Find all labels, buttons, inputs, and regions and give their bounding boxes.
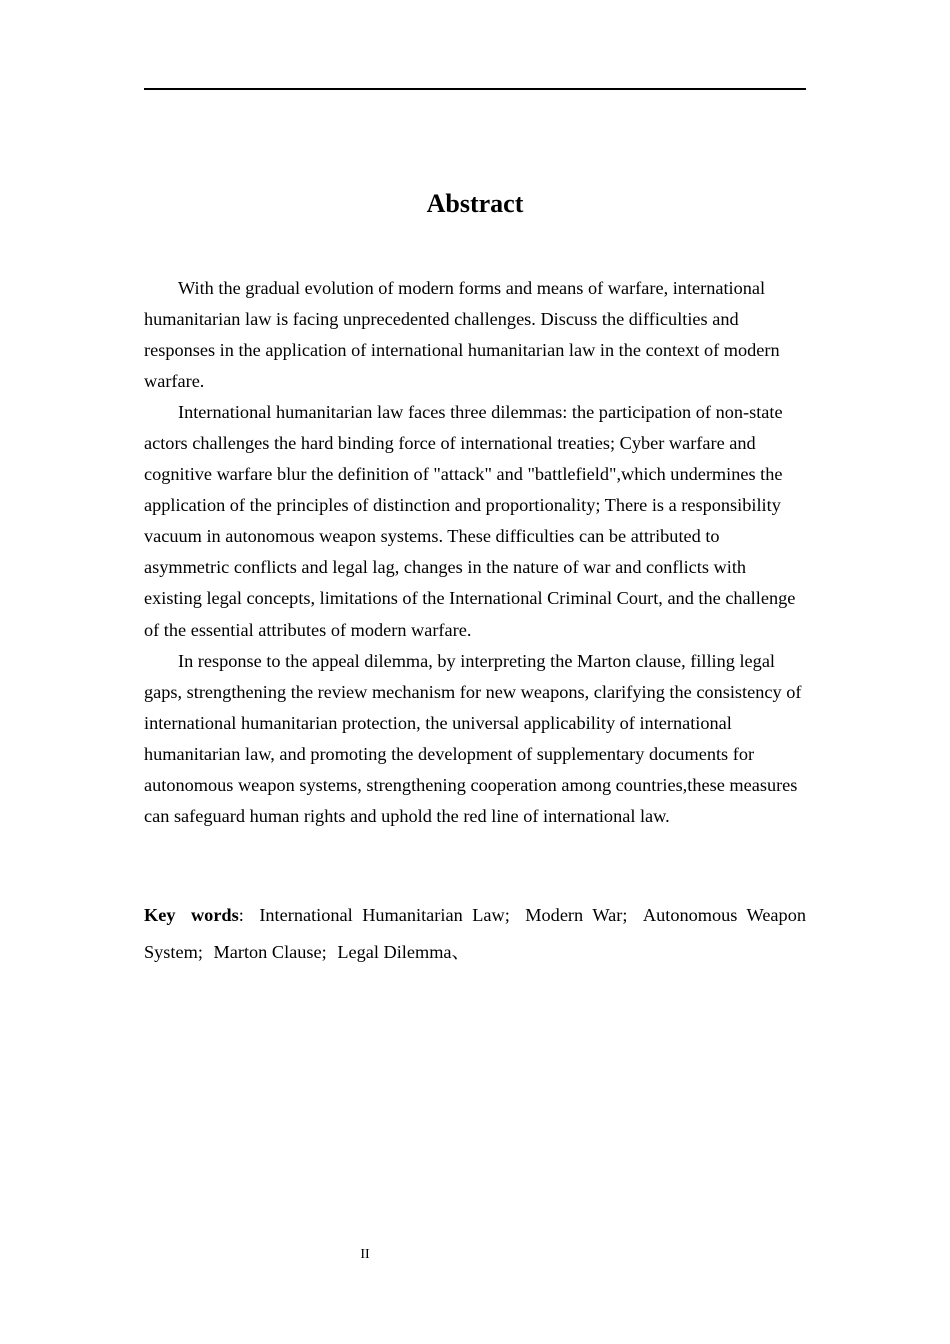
abstract-body <box>144 273 806 832</box>
keyword-item: Modern War; <box>525 905 628 925</box>
keywords-label: Key words <box>144 905 239 925</box>
keyword-item: International Humanitarian Law; <box>259 905 510 925</box>
abstract-paragraph-3: In response to the appeal dilemma, by interpreting the Marton clause, filling legal gaps, strengthening the review mechanism for new weapons, clarifying the consistency of international humanitarian protection, the universal applicability of international humanitarian law, and promoting the development of supplementary documents for autonomous weapon systems, strengthening cooperation among countries,these measures can safeguard human rights and uphold the red line of international law. <box>144 650 802 826</box>
keyword-item: Legal Dilemma、 <box>337 942 470 962</box>
abstract-paragraph-2: International humanitarian law faces three dilemmas: the participation of non-state actors challenges the hard binding force of international treaties; Cyber warfare and cognitive warfare blur the definition of "attack" and "battlefield",which undermines the application of the principles of distinction and proportionality; There is a responsibility vacuum in autonomous weapon systems. These difficulties can be attributed to asymmetric conflicts and legal lag, changes in the nature of war and conflicts with existing legal concepts, limitations of the International Criminal Court, and the challenge of the essential attributes of modern warfare. <box>144 402 796 640</box>
keywords-separator: : <box>238 905 244 925</box>
page-title: Abstract <box>426 189 524 218</box>
keywords-section <box>144 897 806 971</box>
page-number: II <box>360 1247 370 1262</box>
header-rule <box>144 88 806 90</box>
keyword-item: Autonomous Weapon System; <box>144 905 806 962</box>
keyword-item: Marton Clause; <box>213 942 327 962</box>
abstract-paragraph-1: With the gradual evolution of modern forms and means of warfare, international humanitarian law is facing unprecedented challenges. Discuss the difficulties and responses in the application of international humanitarian law in the context of modern warfare. <box>144 278 780 392</box>
